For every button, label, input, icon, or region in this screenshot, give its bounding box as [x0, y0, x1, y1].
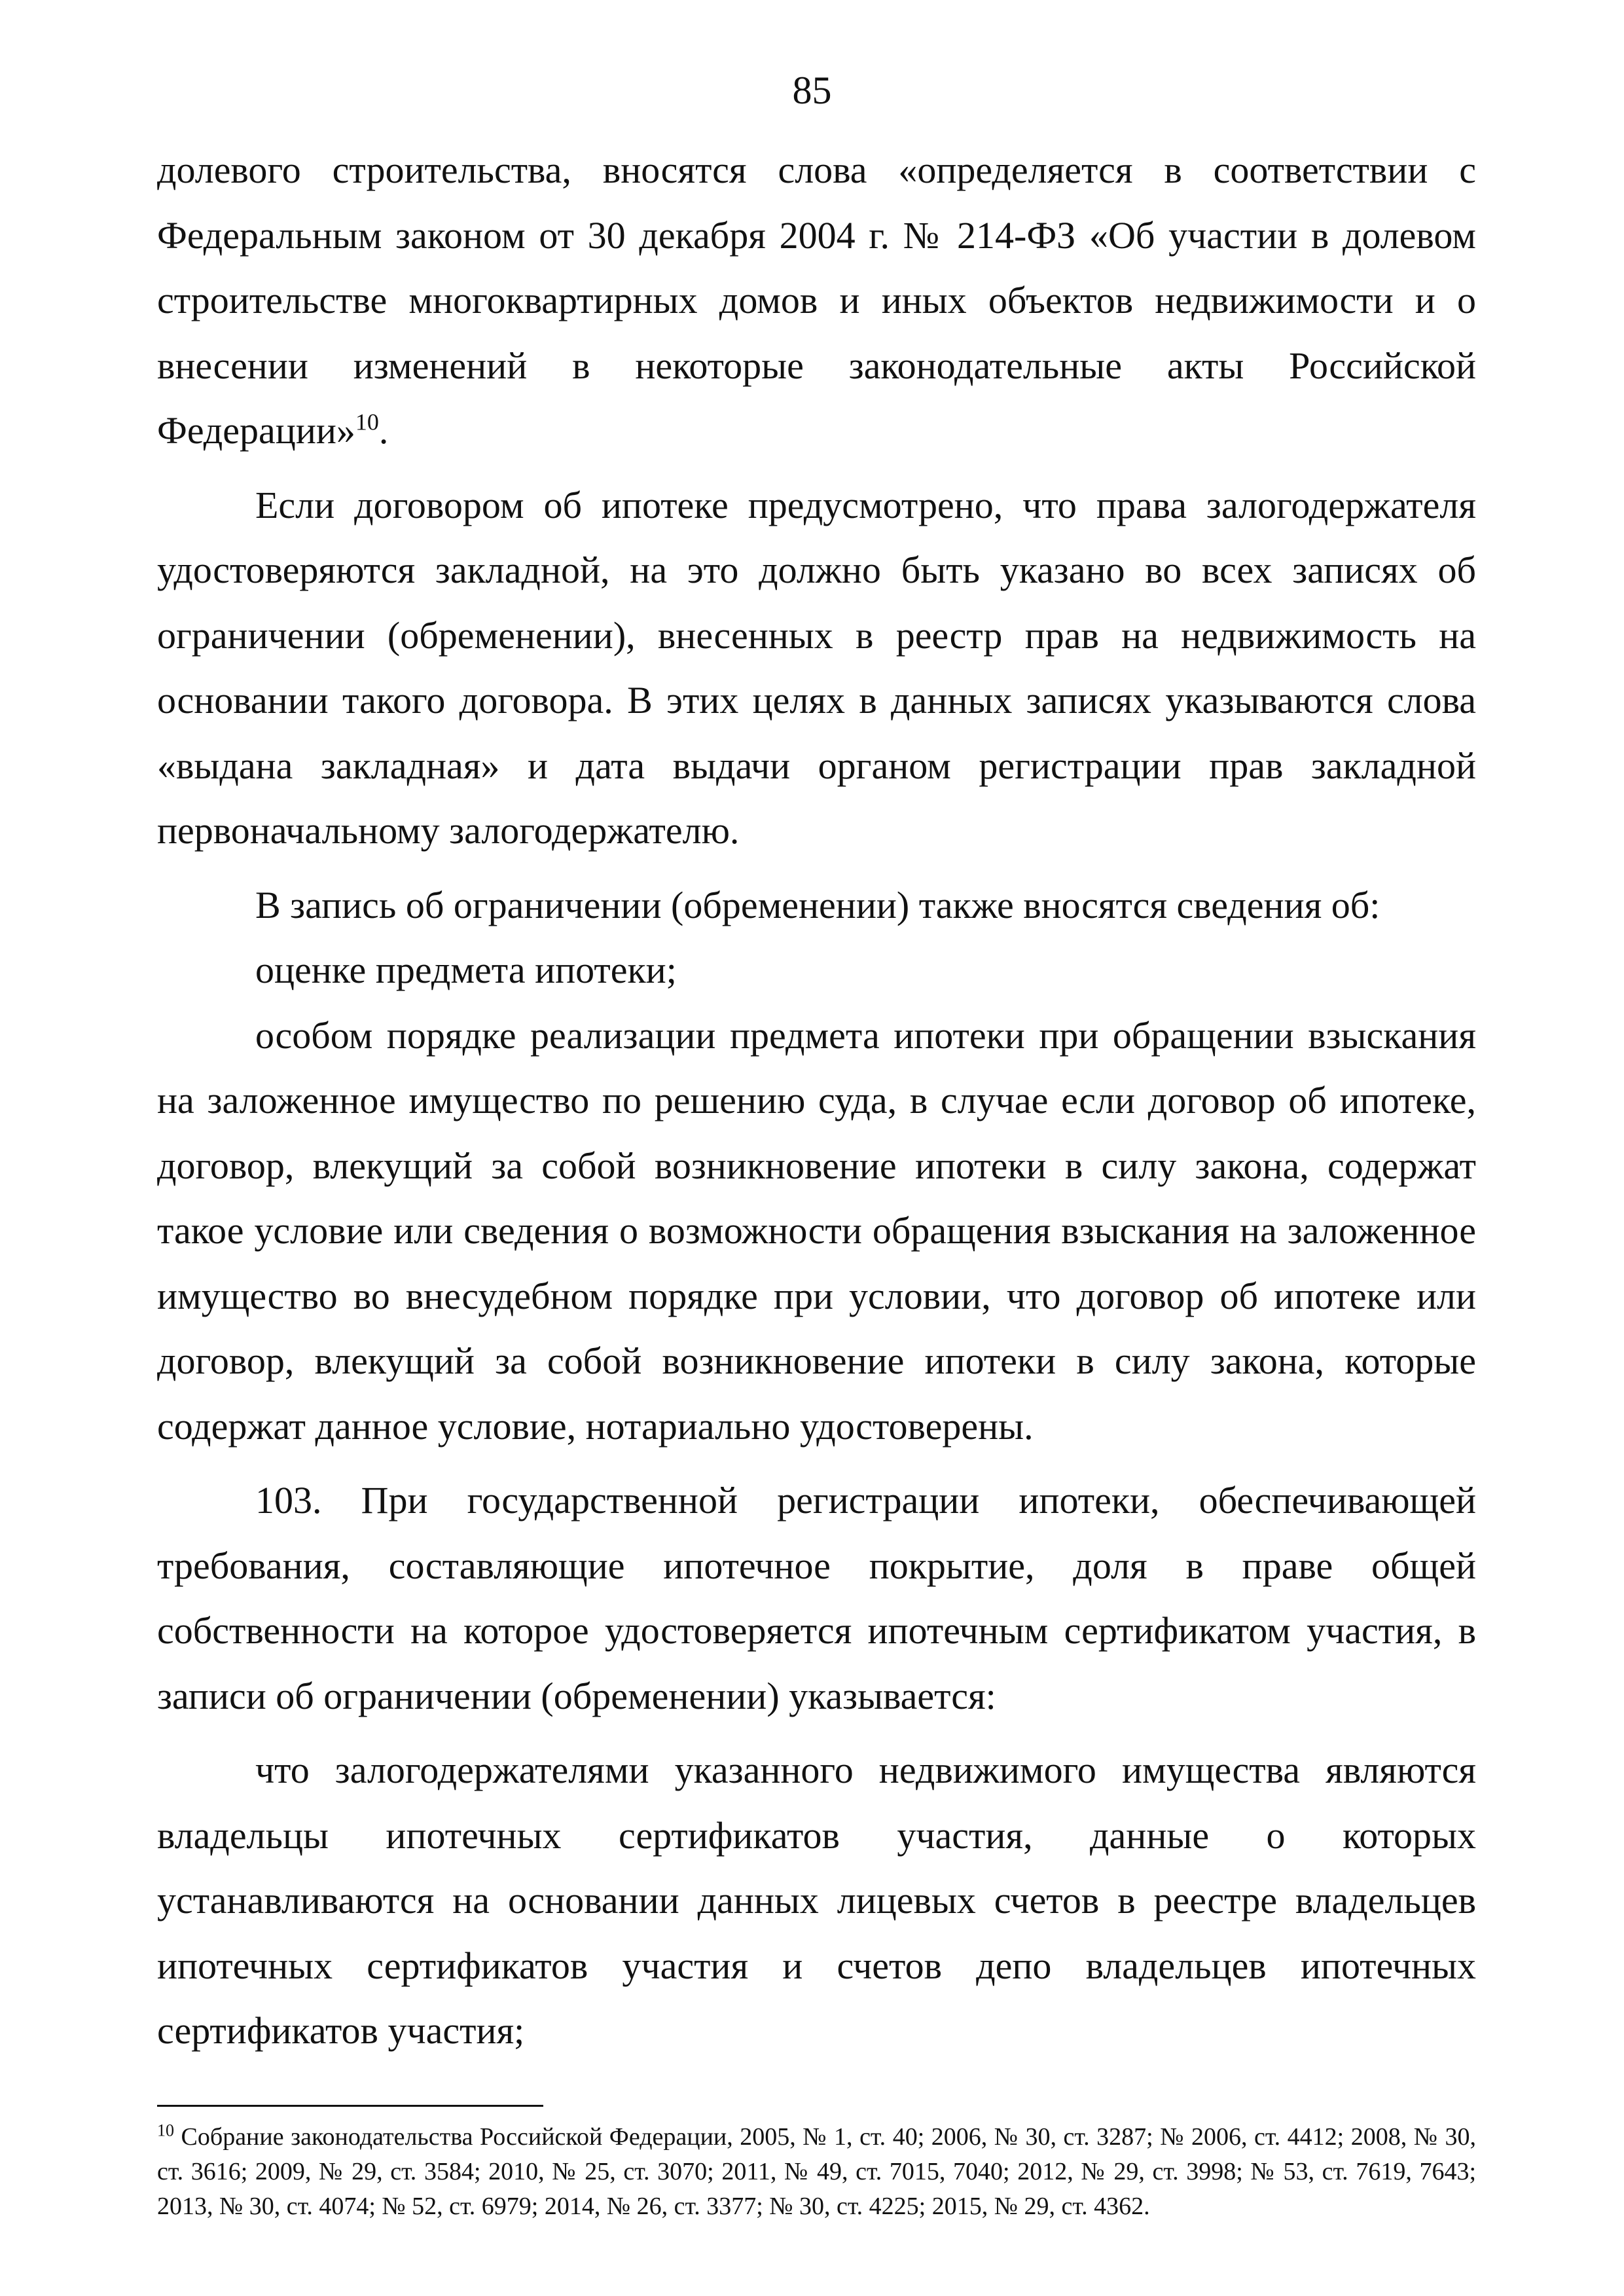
footnote-text: Собрание законодательства Российской Федерации, 2005, № 1, ст. 40; 2006, № 30, ст. 3287; № 2006, ст. 4412; 2008, № 30, ст. 3616; 2009, № 29, ст. 3584; 2010, № 25, ст. 3070; 2011, № 49, ст. 7015, 7040; 2012, № 29, ст. 3998; № 53, ст. 7619, 7643; 2013, № 30, ст. 4074; № 52, ст. 6979; 2014, № 26, ст. 3377; № 30, ст. 4225; 2015, № 29, ст. 4362. [157, 2123, 1476, 2220]
paragraph-valuation: оценке предмета ипотеки; [255, 949, 677, 991]
page-number: 85 [792, 69, 832, 112]
paragraph-item-103: 103. При государственной регистрации ипотеки, обеспечивающей требования, составляющие ипотечное покрытие, доля в праве общей собственности на которое удостоверяется ипотечным сертификатом участия, в записи об ограничении (обременении) указывается: [157, 1479, 1476, 1717]
footnote [157, 2120, 1476, 2224]
footnote-separator [157, 2105, 543, 2107]
paragraph-record-info: В запись об ограничении (обременении) также вносятся сведения об: [255, 883, 1380, 926]
paragraph-foreclosure-order: особом порядке реализации предмета ипотеки при обращении взыскания на заложенное имущество по решению суда, в случае если договор об ипотеке, договор, влекущий за собой возникновение ипотеки в силу закона, содержат такое условие или сведения о возможности обращения взыскания на заложенное имущество во внесудебном порядке при условии, что договор об ипотеке или договор, влекущий за собой возникновение ипотеки в силу закона, которые содержат данное условие, нотариально удостоверены. [157, 1013, 1476, 1448]
footnote-marker: 10 [157, 2121, 174, 2140]
paragraph-tail: . [378, 409, 389, 452]
paragraph-text: долевого строительства, вносятся слова «определяется в соответствии с Федеральным законом от 30 декабря 2004 г. № 214-ФЗ «Об участии в долевом строительстве многоквартирных домов и иных объектов недвижимости и о внесении изменений в некоторые законодательные акты Российской Федерации» [157, 149, 1476, 452]
paragraph-continuation [157, 137, 1476, 464]
paragraph-mortgagees: что залогодержателями указанного недвижимого имущества являются владельцы ипотечных сертификатов участия, данные о которых устанавливаются на основании данных лицевых счетов в реестре владельцев ипотечных сертификатов участия и счетов депо владельцев ипотечных сертификатов участия; [157, 1749, 1476, 2052]
footnote-reference: 10 [355, 409, 379, 435]
body-text [157, 137, 1476, 2064]
paragraph-mortgage-note: Если договором об ипотеке предусмотрено, что права залогодержателя удостоверяются закладной, на это должно быть указано во всех записях об ограничении (обременении), внесенных в реестр прав на недвижимость на основании такого договора. В этих целях в данных записях указываются слова «выдана закладная» и дата выдачи органом регистрации прав закладной первоначальному залогодержателю. [157, 483, 1476, 852]
